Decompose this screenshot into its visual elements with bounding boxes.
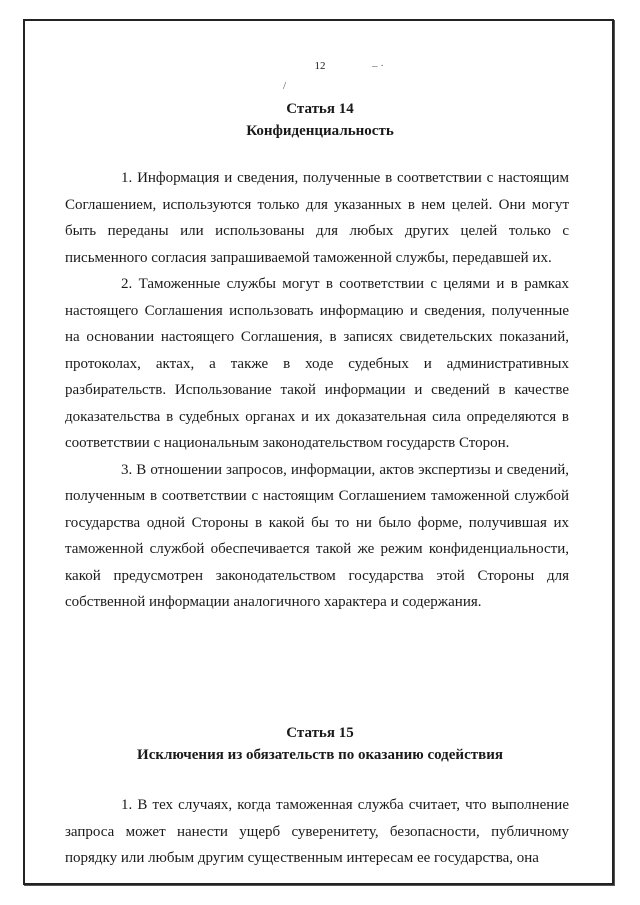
pen-mark: / — [283, 80, 287, 92]
article-15-body — [65, 792, 569, 872]
article-15-paragraph-1: 1. В тех случаях, когда таможенная служба считает, что выполнение запроса может нанести ущерб суверенитету, безопасности, публичному порядку или любым другим существенным интересам ее государства, она — [65, 797, 569, 866]
article-15-title: Статья 15 — [286, 725, 354, 741]
article-14-subtitle: Конфиденциальность — [246, 123, 394, 139]
article-14-body — [65, 165, 569, 616]
scan-mark: ‒ · — [372, 60, 384, 72]
article-14-paragraph-3: 3. В отношении запросов, информации, актов экспертизы и сведений, полученным в соответствии с настоящим Соглашением таможенной службой государства одной Стороны в какой бы то ни было форме, получившая их таможенной службой обеспечивается такой же режим конфиденциальности, какой предусмотрен законодательством государства этой Стороны для собственной информации аналогичного характера и содержания. — [65, 461, 569, 610]
article-14-paragraph-1: 1. Информация и сведения, полученные в соответствии с настоящим Соглашением, используются только для указанных в нем целей. Они могут быть переданы или использованы для любых других целей только с письменного согласия запрашиваемой таможенной службы, передавшей их. — [65, 170, 569, 266]
page-number: 12 — [314, 60, 326, 72]
article-14-title: Статья 14 — [286, 101, 354, 117]
article-14-paragraph-2: 2. Таможенные службы могут в соответствии с целями и в рамках настоящего Соглашения использовать информацию и сведения, полученные на основании настоящего Соглашения, в записях свидетельских показаний, протоколах, актах, а также в ходе судебных и административных разбирательств. Использование такой информации и сведений в качестве доказательства в судебных органах и их доказательная сила определяются в соответствии с национальным законодательством государств Сторон. — [65, 276, 569, 451]
article-15-subtitle: Исключения из обязательств по оказанию содействия — [137, 747, 503, 763]
